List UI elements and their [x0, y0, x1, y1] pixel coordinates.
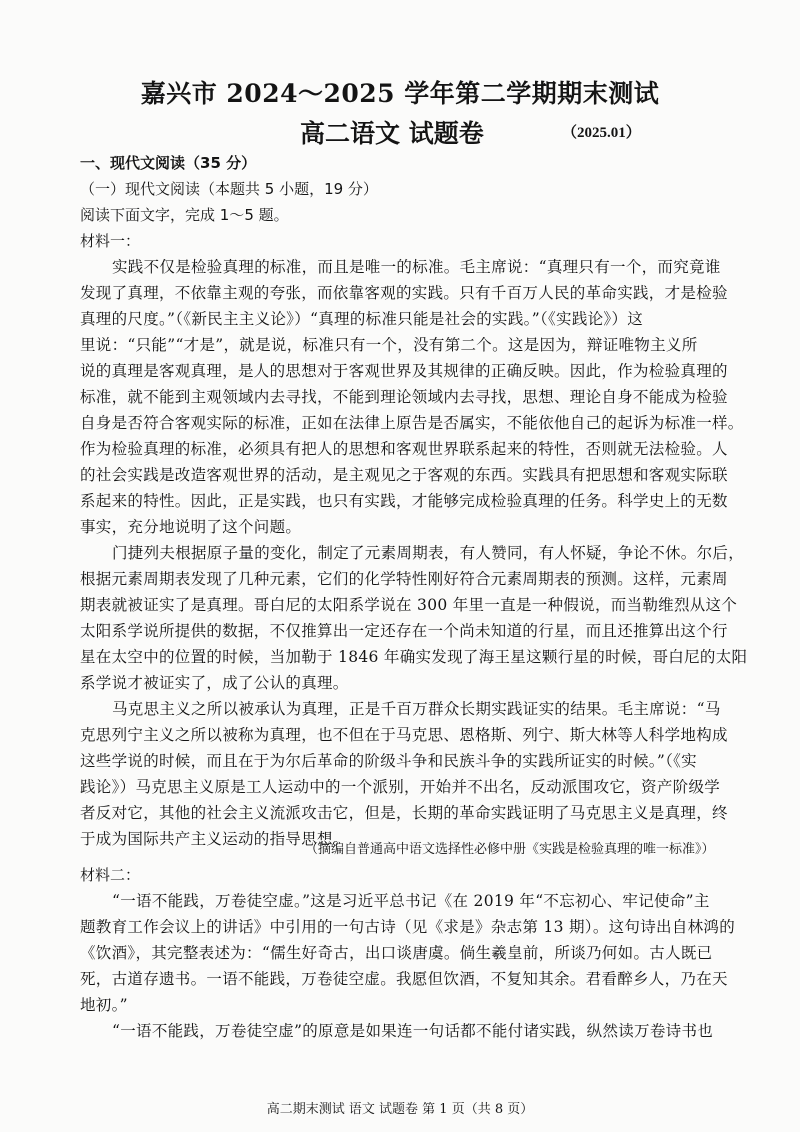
text-line: 说的真理是客观真理，是人的思想对于客观世界及其规律的正确反映。因此，作为检验真理的 — [80, 362, 728, 380]
text-line: 自身是否符合客观实际的标准，正如在法律上原告是否属实，不能依他自己的起诉为标准一样。 — [80, 414, 744, 432]
text-line: 根据元素周期表发现了几种元素，它们的化学特性刚好符合元素周期表的预测。这样，元素周 — [80, 570, 728, 588]
text-line: 系起来的特性。因此，正是实践，也只有实践，才能够完成检验真理的任务。科学史上的无数 — [80, 492, 728, 510]
subtitle-row — [0, 114, 800, 148]
text-line: 这些学说的时候，而且在于为尔后革命的阶级斗争和民族斗争的实践所证实的时候。”（《实 — [80, 752, 697, 770]
exam-title: 嘉兴市 2024～2025 学年第二学期期末测试 — [140, 79, 660, 108]
text-line: “一语不能践，万卷徒空虚”的原意是如果连一句话都不能付诸实践，纵然读万卷诗书也 — [112, 1022, 714, 1040]
text-line: 发现了真理，不依靠主观的夸张，而依靠客观的实践。只有千百万人民的革命实践，才是检验 — [80, 284, 728, 302]
exam-date: （2025.01） — [562, 125, 641, 141]
text-line: 死，古道存遗书。一语不能践，万卷徒空虚。我愿但饮酒，不复知其余。君看醉乡人，乃在天 — [80, 970, 728, 988]
page-footer: 高二期末测试 语文 试题卷 第 1 页（共 8 页） — [266, 1102, 534, 1117]
text-line: 里说：“只能”“才是”，就是说，标准只有一个，没有第二个。这是因为，辩证唯物主义所 — [80, 336, 698, 354]
exam-subtitle: 高二语文 试题卷 — [300, 119, 484, 148]
text-line: 太阳系学说所提供的数据，不仅推算出一定还存在一个尚未知道的行星，而且还推算出这个行 — [80, 622, 728, 640]
text-line: 真理的尺度。”（《新民主主义论》）“真理的标准只能是社会的实践。”（《实践论》）这 — [80, 310, 644, 328]
text-line: 者反对它，其他的社会主义流派攻击它，但是，长期的革命实践证明了马克思主义是真理，终 — [80, 804, 728, 822]
text-line: 作为检验真理的标准，必须具有把人的思想和客观世界联系起来的特性，否则就无法检验。人 — [80, 440, 728, 458]
text-line: 期表就被证实了是真理。哥白尼的太阳系学说在 300 年里一直是一种假说，而当勒维烈从这个 — [80, 596, 738, 614]
text-line: 标准，就不能到主观领域内去寻找，不能到理论领域内去寻找，思想、理论自身不能成为检验 — [80, 388, 728, 406]
text-line: “一语不能践，万卷徒空虚。”这是习近平总书记《在 2019 年“不忘初心、牢记使命”主 — [112, 892, 710, 910]
section-subheading: （一）现代文阅读（本题共 5 小题，19 分） — [80, 180, 378, 198]
text-line: 践论》）马克思主义原是工人运动中的一个派别，开始并不出名，反动派围攻它，资产阶级学 — [80, 778, 721, 796]
material1-label: 材料一： — [80, 232, 141, 250]
text-line: 实践不仅是检验真理的标准，而且是唯一的标准。毛主席说：“真理只有一个，而究竟谁 — [112, 258, 721, 276]
text-line: 的社会实践是改造客观世界的活动，是主观见之于客观的东西。实践具有把思想和客观实际联 — [80, 466, 728, 484]
text-line: 《饮酒》，其完整表述为：“儒生好奇古，出口谈唐虞。倘生羲皇前，所谈乃何如。古人既已 — [80, 944, 713, 962]
section-instruction: 阅读下面文字，完成 1～5 题。 — [80, 206, 289, 224]
section-heading: 一、现代文阅读（35 分） — [80, 154, 257, 172]
material2-label: 材料二： — [80, 866, 141, 884]
text-line: 于成为国际共产主义运动的指导思想。 — [80, 830, 349, 848]
text-line: 马克思主义之所以被承认为真理，正是千百万群众长期实践证实的结果。毛主席说：“马 — [112, 700, 721, 718]
text-line: 地初。” — [80, 996, 128, 1014]
text-line: 系学说才被证实了，成了公认的真理。 — [80, 674, 349, 692]
text-line: 星在太空中的位置的时候，当加勒于 1846 年确实发现了海王星这颗行星的时候，哥白尼的太阳 — [80, 648, 748, 666]
material1-source: （摘编自普通高中语文选择性必修中册《实践是检验真理的唯一标准》） — [305, 842, 715, 857]
text-line: 事实，充分地说明了这个问题。 — [80, 518, 302, 536]
text-line: 题教育工作会议上的讲话》中引用的一句古诗（见《求是》杂志第 13 期）。这句诗出自林鸿的 — [80, 918, 736, 936]
text-line: 门捷列夫根据原子量的变化，制定了元素周期表，有人赞同，有人怀疑，争论不休。尔后， — [112, 544, 745, 562]
text-line: 克思列宁主义之所以被称为真理，也不但在于马克思、恩格斯、列宁、斯大林等人科学地构成 — [80, 726, 728, 744]
